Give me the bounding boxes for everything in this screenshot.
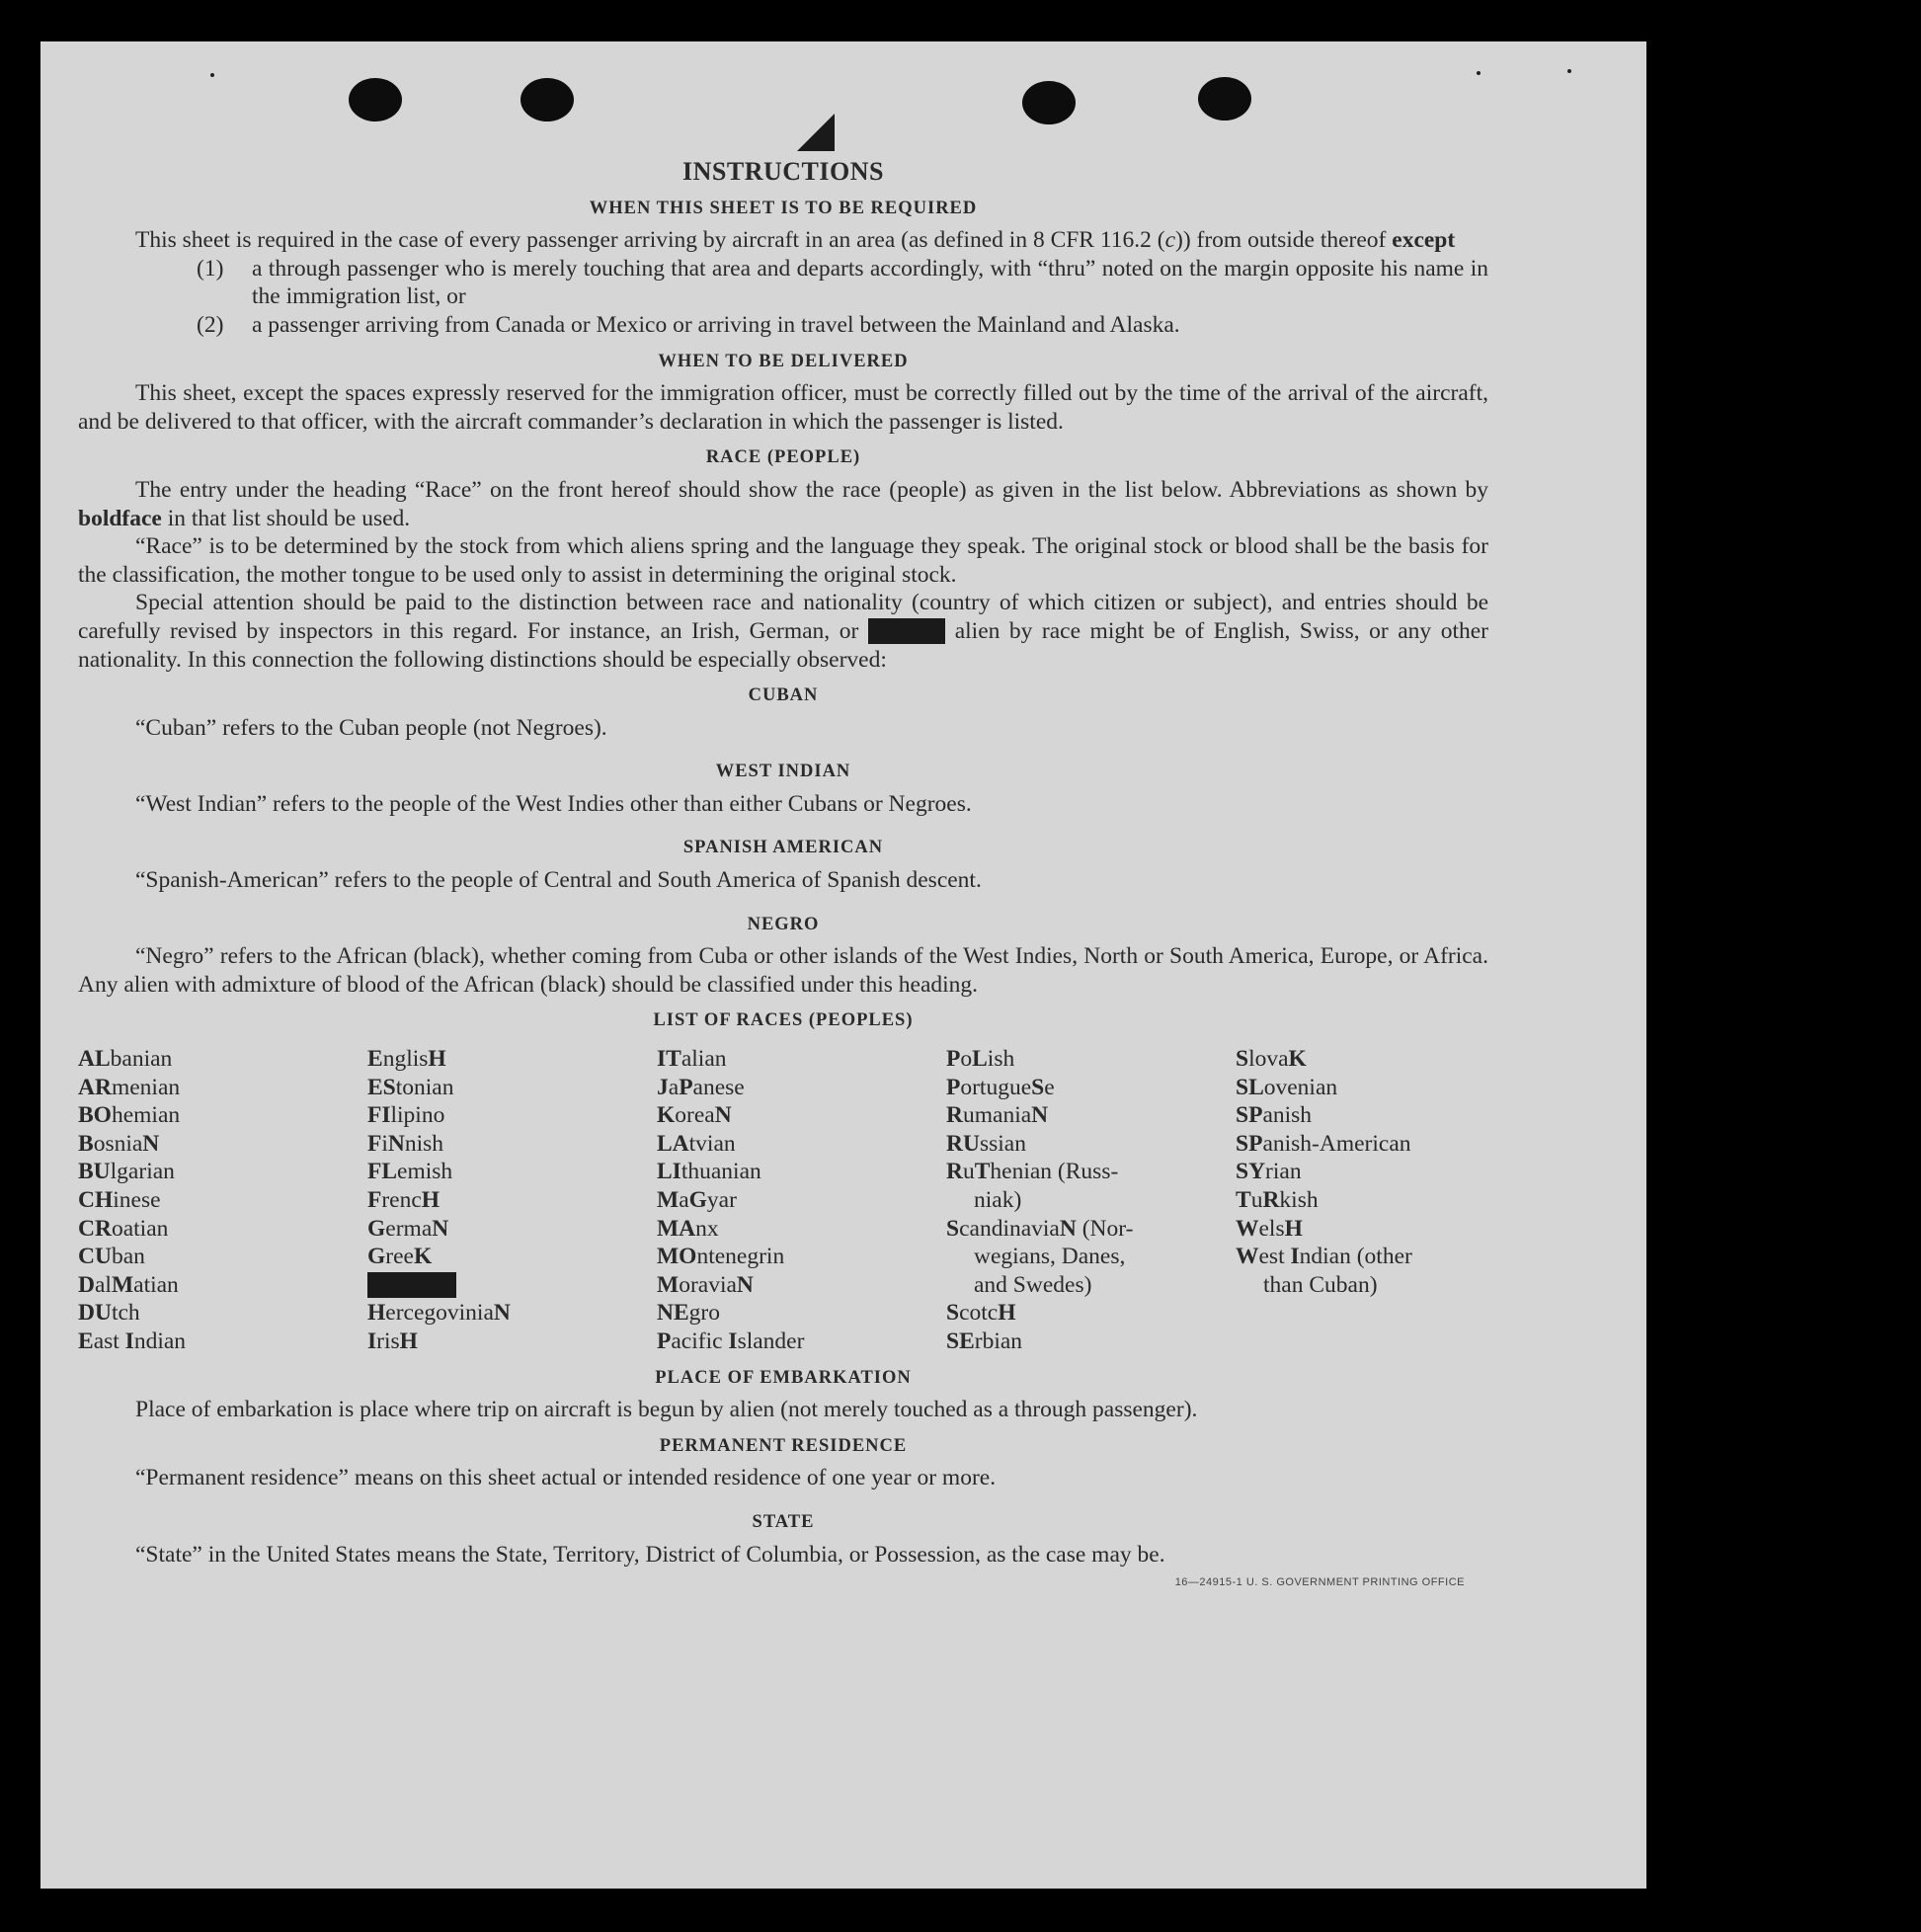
race-entry: niak) <box>974 1187 1022 1213</box>
race-entry: KoreaN <box>657 1102 732 1129</box>
race-entry: TuRkish <box>1236 1187 1319 1213</box>
race-entry: RuThenian (Russ- <box>946 1159 1119 1185</box>
exception-number: (1) <box>197 255 224 282</box>
race-entry: than Cuban) <box>1263 1271 1378 1298</box>
race-entry: SLovenian <box>1236 1074 1338 1100</box>
race-entry: West Indian (other <box>1236 1244 1412 1270</box>
race-entry: ScandinaviaN (Nor- <box>946 1215 1134 1242</box>
state-heading: STATE <box>752 1511 815 1532</box>
race-p3-text-b: alien by race might be of English, Swiss, or any other nationality. In this connection the following distinctions should be especially observed: <box>78 617 1488 673</box>
race-entry: BosniaN <box>78 1130 160 1157</box>
race-heading: RACE (PEOPLE) <box>705 447 861 468</box>
race-entry: GermaN <box>367 1215 449 1242</box>
exception-text: a passenger arriving from Canada or Mexico or arriving in travel between the Mainland and Alaska. <box>252 311 1180 338</box>
race-entry: DalMatian <box>78 1271 179 1298</box>
race-entry: CRoatian <box>78 1215 169 1242</box>
race-entry: FIlipino <box>367 1102 445 1129</box>
list-of-races-heading: LIST OF RACES (PEOPLES) <box>653 1010 914 1031</box>
speck <box>1477 71 1481 75</box>
punch-hole <box>520 78 574 121</box>
race-entry: FLemish <box>367 1159 453 1185</box>
spanish-american-heading: SPANISH AMERICAN <box>682 838 884 858</box>
print-code: 16—24915-1 U. S. GOVERNMENT PRINTING OFFICE <box>1174 1576 1465 1589</box>
intro-text-b: )) from outside thereof <box>1175 227 1393 254</box>
race-entry: PoLish <box>946 1046 1015 1073</box>
document-sheet <box>40 41 1646 1889</box>
race-p1-text-a: The entry under the heading “Race” on the front hereof should show the race (people) as given in the list below. Abbreviations as shown by <box>135 476 1488 503</box>
exception-item <box>78 311 1488 340</box>
negro-text: “Negro” refers to the African (black), whether coming from Cuba or other islands of the West Indies, North or South America, Europe, or Africa. Any alien with admixture of blood of the African (black) should be classified under this heading. <box>78 943 1488 998</box>
race-column <box>657 1045 946 1356</box>
race-entry: SErbian <box>946 1328 1023 1354</box>
instructions-content <box>78 158 1488 1597</box>
struck-out-word: Hebrew <box>869 617 944 644</box>
race-entry: MOntenegrin <box>657 1244 785 1270</box>
punch-hole <box>349 78 402 121</box>
spanish-american-text: “Spanish-American” refers to the people of Central and South America of Spanish descent. <box>135 867 982 894</box>
race-p3-text-a: Special attention should be paid to the distinction between race and nationality (country of which citizen or subject), and entries should be carefully revised by inspectors in this regard. For instance, an Irish, German, or <box>78 590 1488 644</box>
when-delivered-text: This sheet, except the spaces expressly reserved for the immigration officer, must be correctly filled out by the time of the arrival of the aircraft, and be delivered to that officer, with the aircraft commander’s declaration in which the passenger is listed. <box>78 380 1488 435</box>
cuban-heading: CUBAN <box>748 685 819 706</box>
race-entry: SYrian <box>1236 1159 1302 1185</box>
race-entry: SPanish <box>1236 1102 1313 1129</box>
race-entry: ScotcH <box>946 1300 1016 1327</box>
race-entry: DUtch <box>78 1300 140 1327</box>
race-entry: LIthuanian <box>657 1159 761 1185</box>
race-entry: NEgro <box>657 1300 720 1327</box>
speck <box>210 73 214 77</box>
race-column <box>367 1045 657 1356</box>
race-p1-bold: boldface <box>78 505 162 531</box>
race-entry: Pacific Islander <box>657 1328 805 1354</box>
ink-stamp-mark <box>797 114 835 151</box>
when-required-heading: WHEN THIS SHEET IS TO BE REQUIRED <box>589 198 978 218</box>
permanent-residence-text: “Permanent residence” means on this sheet actual or intended residence of one year or more. <box>135 1465 997 1491</box>
race-entry: HebreW <box>369 1271 454 1298</box>
race-paragraph-1 <box>78 476 1488 532</box>
race-entry: MAnx <box>657 1215 719 1242</box>
exception-item <box>78 255 1488 311</box>
negro-heading: NEGRO <box>747 914 820 934</box>
race-entry: wegians, Danes, <box>974 1244 1126 1270</box>
intro-text-a: This sheet is required in the case of every passenger arriving by aircraft in an area (as defined in 8 CFR 116.2 ( <box>135 227 1165 254</box>
exception-text: a through passenger who is merely touching that area and departs accordingly, with “thru” noted on the margin opposite his name in the immigration list, or <box>252 255 1488 310</box>
race-entry: and Swedes) <box>974 1271 1092 1298</box>
race-p1-text-b: in that list should be used. <box>161 505 411 531</box>
race-paragraph-3 <box>78 589 1488 674</box>
race-entry: BOhemian <box>78 1102 181 1129</box>
punch-hole <box>1022 81 1076 124</box>
race-column <box>78 1045 367 1356</box>
speck <box>1567 69 1571 73</box>
intro-italic: c <box>1164 227 1175 254</box>
race-entry: CHinese <box>78 1187 161 1213</box>
cuban-text: “Cuban” refers to the Cuban people (not Negroes). <box>135 714 607 741</box>
list-of-races <box>78 1045 1488 1356</box>
punch-hole <box>1198 77 1251 121</box>
west-indian-text: “West Indian” refers to the people of the West Indies other than either Cubans or Negroes. <box>135 790 972 817</box>
west-indian-heading: WEST INDIAN <box>715 762 851 782</box>
race-column <box>1236 1045 1488 1356</box>
race-entry: RumaniaN <box>946 1102 1049 1129</box>
race-paragraph-2: “Race” is to be determined by the stock from which aliens spring and the language they speak. The original stock or blood shall be the basis for the classification, the mother tongue to be used only to assist in determining the original stock. <box>78 533 1488 588</box>
race-entry: FrencH <box>367 1187 440 1213</box>
exception-number: (2) <box>197 311 224 338</box>
place-of-embarkation-text: Place of embarkation is place where trip on aircraft is begun by alien (not merely touched as a through passenger). <box>135 1397 1198 1423</box>
race-entry: HercegoviniaN <box>367 1300 511 1327</box>
race-entry: SPanish-American <box>1236 1130 1411 1157</box>
race-entry: MaGyar <box>657 1187 737 1213</box>
when-required-intro <box>78 226 1488 255</box>
race-entry: BUlgarian <box>78 1159 175 1185</box>
race-entry: EStonian <box>367 1074 454 1100</box>
page-title: INSTRUCTIONS <box>682 157 884 186</box>
race-entry: FiNnish <box>367 1130 444 1157</box>
when-delivered-heading: WHEN TO BE DELIVERED <box>658 351 909 371</box>
footer <box>78 1569 1488 1597</box>
race-entry: MoraviaN <box>657 1271 754 1298</box>
race-entry: ITalian <box>657 1046 727 1073</box>
race-entry: RUssian <box>946 1130 1026 1157</box>
race-entry: CUban <box>78 1244 145 1270</box>
race-entry: East Indian <box>78 1328 187 1354</box>
race-entry: ALbanian <box>78 1046 173 1073</box>
state-text: “State” in the United States means the State, Territory, District of Columbia, or Possession, as the case may be. <box>135 1541 1165 1568</box>
race-entry: GreeK <box>367 1244 433 1270</box>
race-column <box>946 1045 1236 1356</box>
race-entry: LAtvian <box>657 1130 736 1157</box>
race-entry: PortugueSe <box>946 1074 1055 1100</box>
intro-bold: except <box>1392 227 1456 254</box>
race-entry: WelsH <box>1236 1215 1303 1242</box>
race-entry: SlovaK <box>1236 1046 1307 1073</box>
permanent-residence-heading: PERMANENT RESIDENCE <box>659 1435 908 1456</box>
race-entry: JaPanese <box>657 1074 745 1100</box>
race-entry: ARmenian <box>78 1074 181 1100</box>
race-entry: EnglisH <box>367 1046 446 1073</box>
place-of-embarkation-heading: PLACE OF EMBARKATION <box>655 1367 912 1388</box>
race-entry: IrisH <box>367 1328 418 1354</box>
